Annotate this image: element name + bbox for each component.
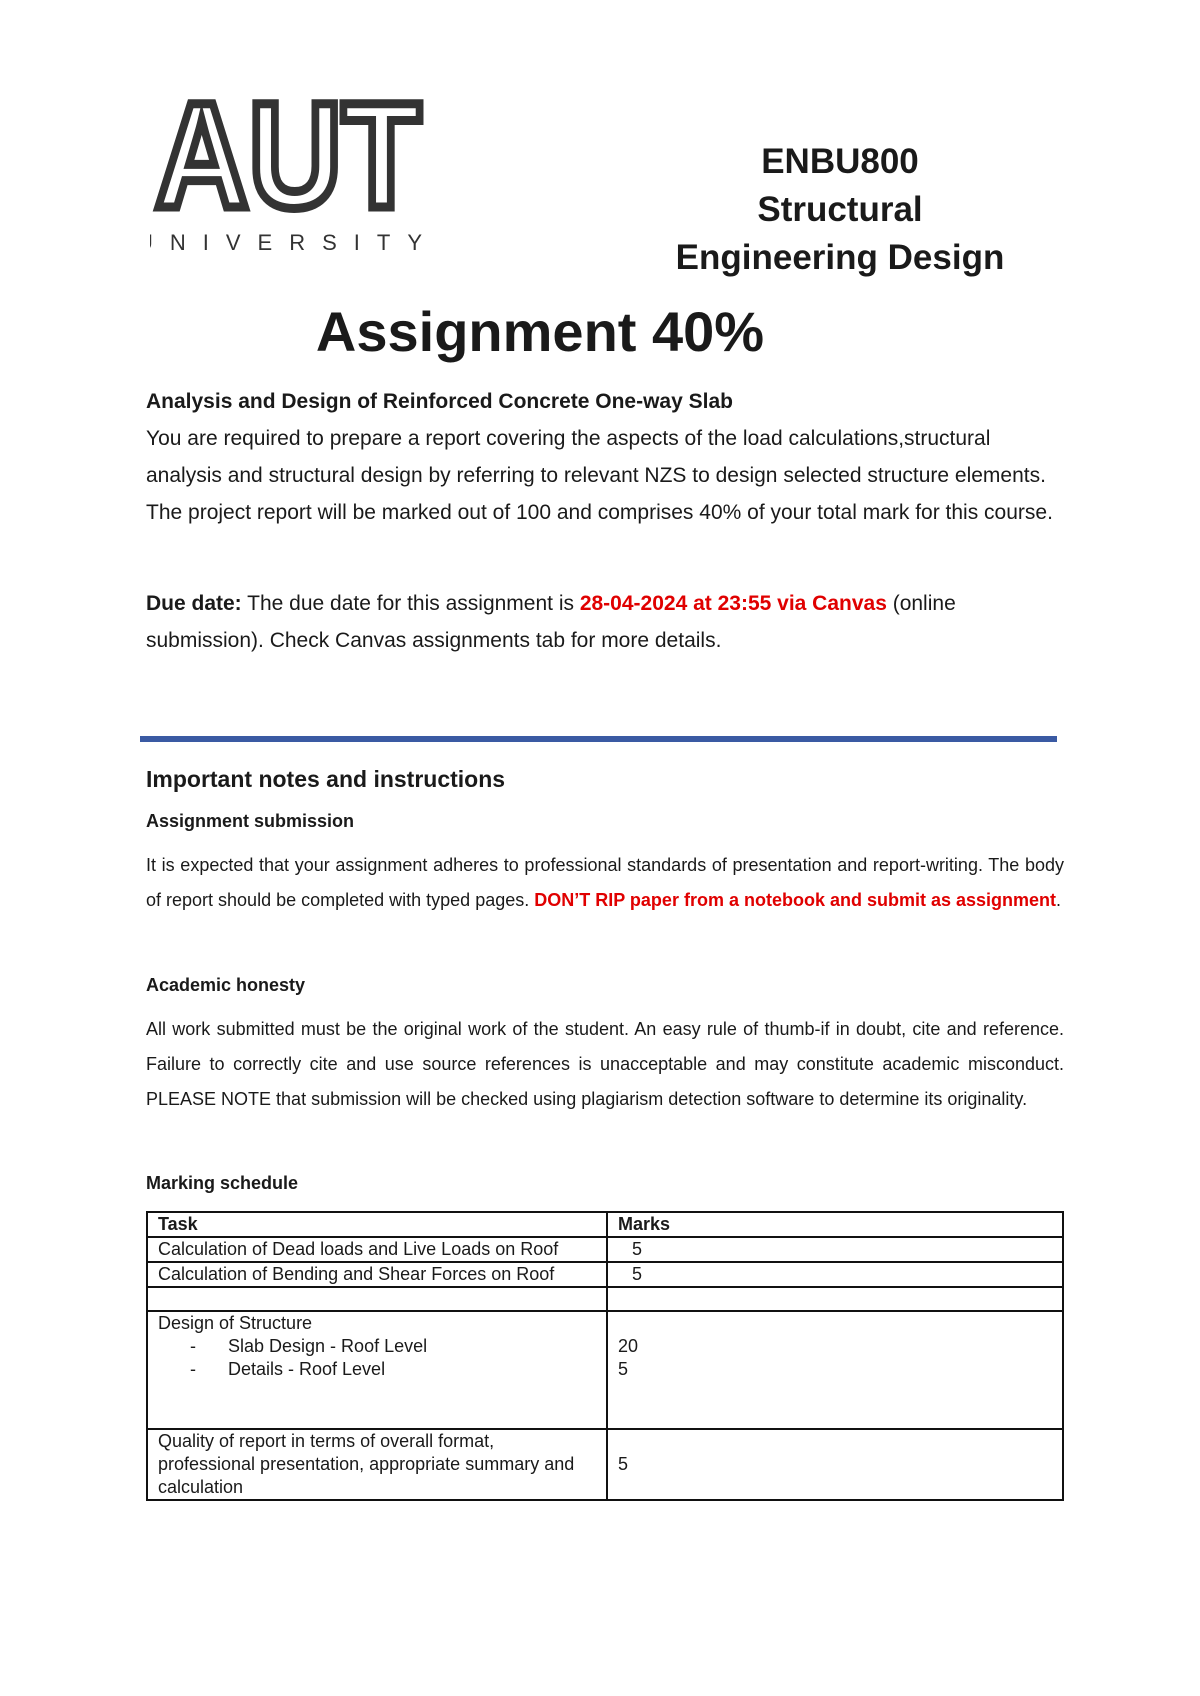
- aut-logo-mark: [150, 82, 430, 262]
- task-cell: Calculation of Dead loads and Live Loads on Roof: [147, 1237, 607, 1262]
- university-logo: [150, 82, 430, 262]
- honesty-heading: Academic honesty: [146, 975, 306, 995]
- design-item-marks: 5: [618, 1359, 629, 1379]
- table-row: [147, 1262, 1063, 1287]
- marks-cell: [607, 1287, 1063, 1311]
- table-row: [147, 1237, 1063, 1262]
- course-code: ENBU800: [761, 142, 919, 181]
- table-row-empty: [147, 1287, 1063, 1311]
- table-header-marks: Marks: [607, 1212, 1063, 1237]
- due-date-paragraph: [146, 585, 1064, 659]
- logo-subtext: UNIVERSITY: [150, 230, 430, 255]
- due-date-text-after: (online submission). Check Canvas assignments tab for more details.: [146, 592, 956, 652]
- assignment-title: Assignment 40%: [315, 300, 765, 363]
- table-header-row: [147, 1212, 1063, 1237]
- marks-cell: 5: [607, 1262, 1063, 1287]
- design-item-list: [158, 1335, 596, 1381]
- submission-text: [146, 848, 1064, 918]
- submission-warning: DON’T RIP paper from a notebook and submit as assignment: [534, 890, 1057, 910]
- project-heading: Analysis and Design of Reinforced Concrete One-way Slab: [146, 390, 733, 413]
- list-item: [158, 1358, 596, 1381]
- due-date-value: 28-04-2024 at 23:55 via Canvas: [579, 592, 887, 615]
- submission-text-body: It is expected that your assignment adheres to professional standards of presentation and report-writing. The body of report should be completed with typed pages.: [146, 855, 1064, 910]
- course-title-line-1: Structural: [757, 190, 923, 229]
- design-item-label: Slab Design - Roof Level: [228, 1336, 428, 1356]
- quality-task-cell: Quality of report in terms of overall format, professional presentation, appropriate summary and calculation: [147, 1429, 607, 1500]
- notes-heading: Important notes and instructions: [146, 766, 506, 792]
- submission-heading: Assignment submission: [146, 811, 355, 831]
- design-item-marks: 20: [618, 1336, 639, 1356]
- course-header: [630, 138, 1050, 282]
- table-header-task: Task: [147, 1212, 607, 1237]
- logo-wordmark: AUT: [155, 82, 421, 239]
- design-item-label: Details - Roof Level: [228, 1359, 386, 1379]
- marks-cell: 5: [607, 1237, 1063, 1262]
- marking-heading: Marking schedule: [146, 1173, 299, 1193]
- course-title-line-2: Engineering Design: [675, 238, 1005, 277]
- honesty-text: All work submitted must be the original work of the student. An easy rule of thumb-if in doubt, cite and reference. Failure to correctly cite and use source references is unacceptable and may constitute academic misconduct. PLEASE NOTE that submission will be checked using plagiarism detection software to determine its originality.: [146, 1019, 1064, 1109]
- list-item: [158, 1335, 596, 1358]
- due-date-label: Due date:: [146, 592, 242, 615]
- design-task-cell: [147, 1311, 607, 1429]
- section-divider: [140, 736, 1057, 742]
- task-cell: [147, 1287, 607, 1311]
- design-marks-cell: [607, 1311, 1063, 1429]
- task-cell: Calculation of Bending and Shear Forces on Roof: [147, 1262, 607, 1287]
- submission-text-end: .: [1056, 890, 1062, 910]
- project-description: You are required to prepare a report covering the aspects of the load calculations,structural analysis and structural design by referring to relevant NZS to design selected structure elements. The project report will be marked out of 100 and comprises 40% of your total mark for this course.: [146, 427, 1053, 524]
- due-date-text-before: The due date for this assignment is: [241, 592, 580, 615]
- quality-marks-cell: 5: [607, 1429, 1063, 1500]
- table-row-design: [147, 1311, 1063, 1429]
- marking-schedule-table: [146, 1211, 1064, 1501]
- table-row-quality: [147, 1429, 1063, 1500]
- design-title: Design of Structure: [158, 1313, 313, 1333]
